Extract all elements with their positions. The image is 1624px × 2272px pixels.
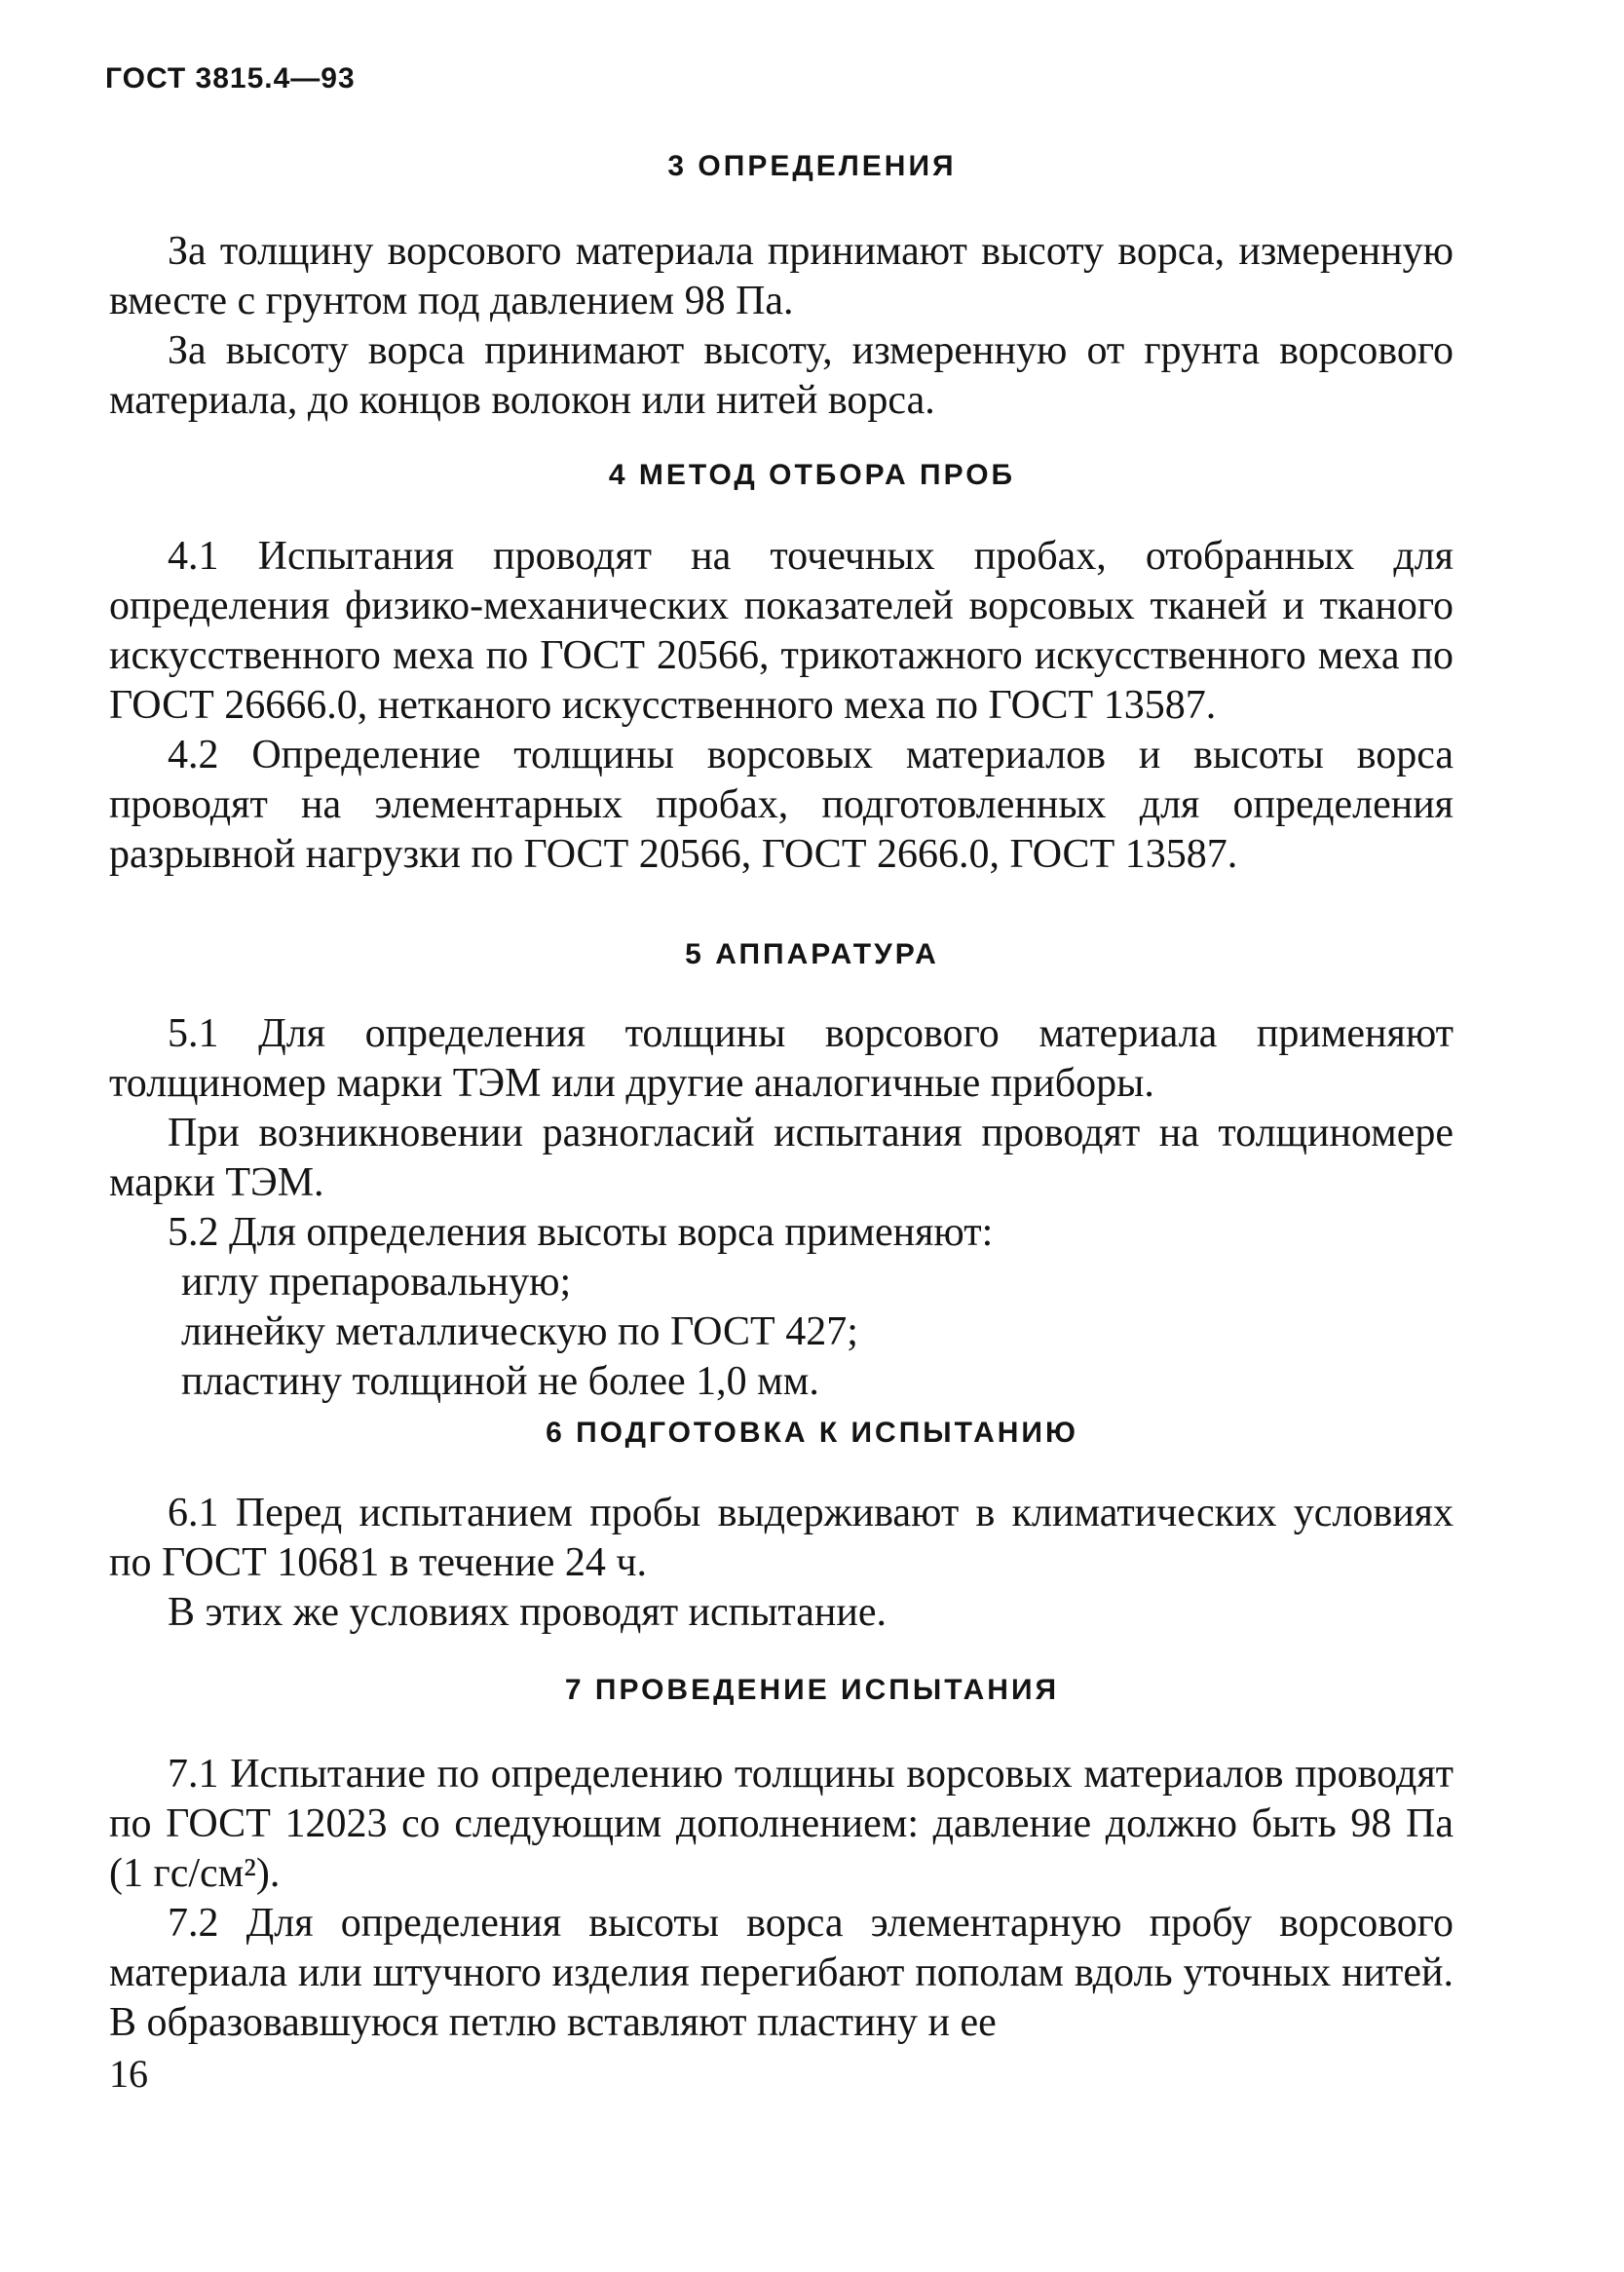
section-7-body: [109, 1750, 1454, 2048]
equipment-item-ruler: линейку металлическую по ГОСТ 427;: [181, 1309, 858, 1354]
clause-5-2: 5.2 Для определения высоты ворса применяют:: [168, 1210, 994, 1255]
page-number: 16: [109, 2052, 148, 2096]
equipment-item-plate: пластину толщиной не более 1,0 мм.: [181, 1359, 819, 1404]
section-6-heading: 6 ПОДГОТОВКА К ИСПЫТАНИЮ: [546, 1417, 1078, 1449]
clause-4-2: 4.2 Определение толщины ворсовых материалов и высоты ворса проводят на элементарных пробах, подготовленных для определения разрывной нагрузки по ГОСТ 20566, ГОСТ 2666.0, ГОСТ 13587.: [109, 733, 1454, 877]
section-4-heading: 4 МЕТОД ОТБОРА ПРОБ: [608, 459, 1016, 491]
section-3-heading: 3 ОПРЕДЕЛЕНИЯ: [667, 150, 957, 182]
clause-6-1-note: В этих же условиях проводят испытание.: [168, 1590, 887, 1635]
document-header: ГОСТ 3815.4—93: [105, 62, 356, 95]
section-3-paragraph-1: За толщину ворсового материала принимают высоту ворса, измеренную вместе с грунтом под давлением 98 Па.: [109, 229, 1454, 323]
equipment-item-needle: иглу препаровальную;: [181, 1260, 572, 1305]
clause-4-1: 4.1 Испытания проводят на точечных пробах, отобранных для определения физико-механических показателей ворсовых тканей и тканого искусственного меха по ГОСТ 20566, трикотажного искусственного меха по ГОСТ 26666.0, нетканого искусственного меха по ГОСТ 13587.: [109, 534, 1454, 728]
section-5-body: [109, 1009, 1454, 1407]
section-7-heading: 7 ПРОВЕДЕНИЕ ИСПЫТАНИЯ: [564, 1674, 1060, 1706]
clause-5-1: 5.1 Для определения толщины ворсового материала применяют толщиномер марки ТЭМ или другие аналогичные приборы.: [109, 1011, 1454, 1106]
section-3-paragraph-2: За высоту ворса принимают высоту, измеренную от грунта ворсового материала, до концов волокон или нитей ворса.: [109, 328, 1454, 423]
section-4-body: [109, 532, 1454, 880]
clause-7-2: 7.2 Для определения высоты ворса элементарную пробу ворсового материала или штучного изделия перегибают пополам вдоль уточных нитей. В образовавшуюся петлю вставляют пластину и ее: [109, 1901, 1454, 2045]
clause-5-1-note: При возникновении разногласий испытания проводят на толщиномере марки ТЭМ.: [109, 1111, 1454, 1205]
section-6-body: [109, 1489, 1454, 1638]
section-5-heading: 5 АППАРАТУРА: [685, 938, 939, 970]
clause-6-1: 6.1 Перед испытанием пробы выдерживают в климатических условиях по ГОСТ 10681 в течение 24 ч.: [109, 1491, 1454, 1585]
clause-7-1: 7.1 Испытание по определению толщины ворсовых материалов проводят по ГОСТ 12023 со следующим дополнением: давление должно быть 98 Па (1 гс/см²).: [109, 1752, 1454, 1896]
section-3-body: [109, 227, 1454, 426]
